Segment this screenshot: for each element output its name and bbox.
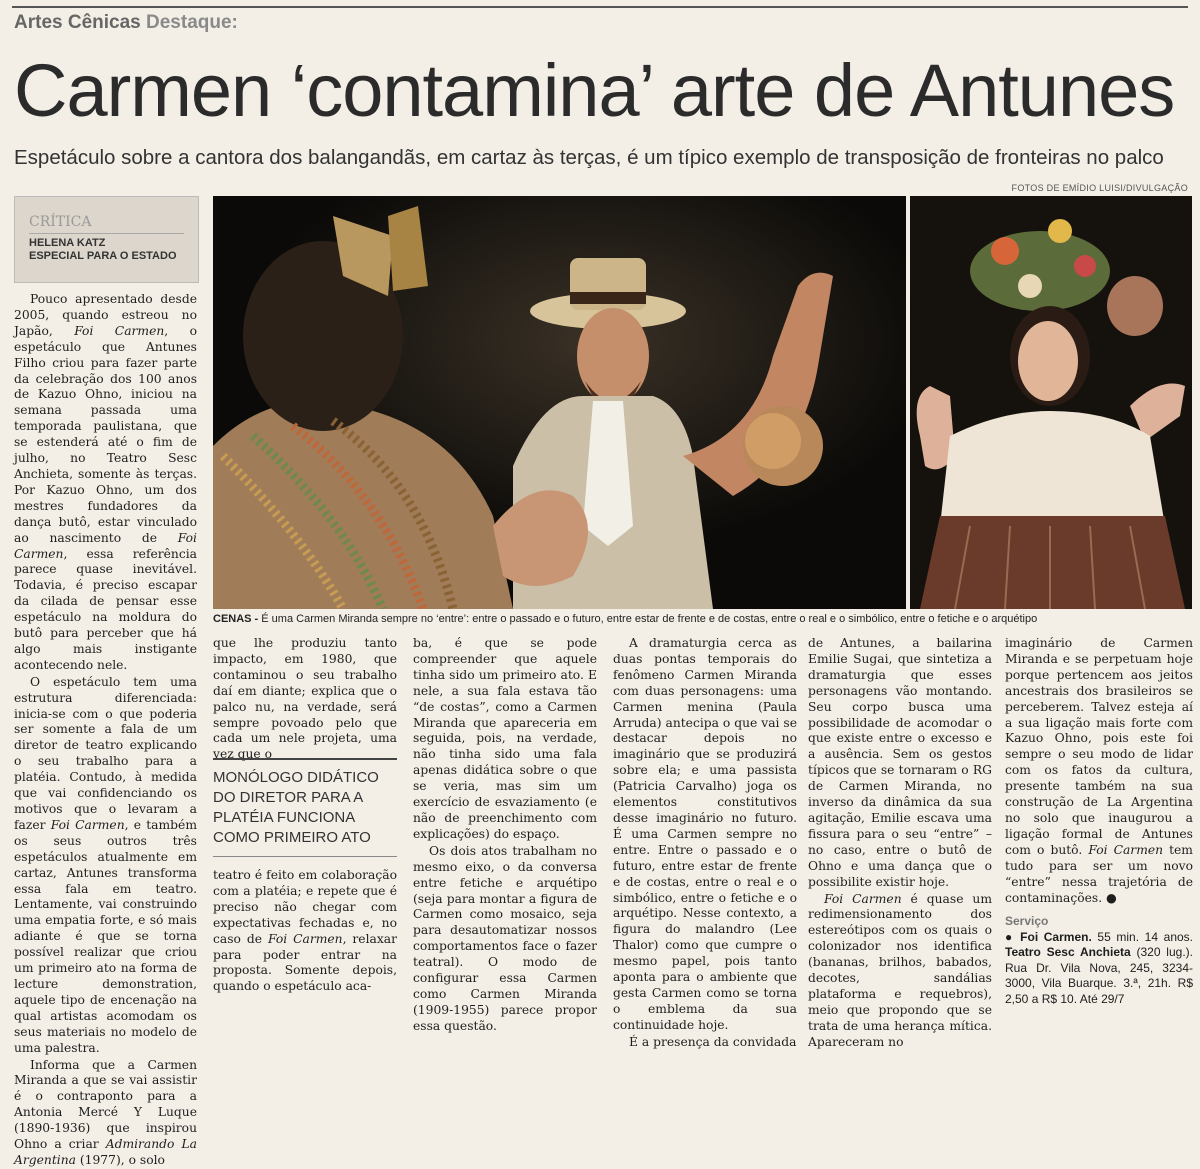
play-title: Foi Carmen xyxy=(824,891,902,906)
paragraph xyxy=(213,868,397,995)
play-title: Foi Carmen xyxy=(74,323,165,338)
article-column-4 xyxy=(613,636,797,1051)
critic-divider xyxy=(29,233,184,234)
text-run: , e também os seus outros três espetáculos atualmente em cartaz, Antunes transforma essa fala em teatro. Lentamente, vai construindo uma empatia forte, e só mais adiante é que se torna possível realizar que criou um primeiro ato na forma de lecture demonstration, aquele tipo de encenação na qual artistas acomodam os seus materiais no modelo de uma palestra. xyxy=(14,817,197,1055)
service-box xyxy=(1005,914,1193,1007)
critic-label: crítica xyxy=(29,207,92,231)
caption-lead: CENAS - xyxy=(213,613,259,625)
text-run: O espetáculo tem uma estrutura diferenciada: inicia-se com o que poderia ser somente a fala de um diretor de teatro explicando o seu trabalho para a platéia. Contudo, à medida que vai confidenciando os motivos que o levaram a fazer xyxy=(14,674,197,832)
critic-role: ESPECIAL PARA O ESTADO xyxy=(29,250,177,262)
article-column-3 xyxy=(413,636,597,1035)
paragraph: que lhe produziu tanto impacto, em 1980, que contaminou o seu trabalho daí em diante; explica que o palco nu, na verdade, será sempre povoado pelo que cada um nele projeta, uma vez que o xyxy=(213,636,397,762)
paragraph xyxy=(808,892,992,1051)
service-label: Serviço xyxy=(1005,914,1049,929)
section-highlight: Destaque: xyxy=(146,12,238,33)
photo-credit: FOTOS DE EMÍDIO LUISI/DIVULGAÇÃO xyxy=(1011,183,1188,193)
service-details xyxy=(1005,930,1193,1008)
play-title: Foi Carmen xyxy=(267,931,343,946)
text-run: , relaxar para poder entrar na proposta. Somente depois, quando o espetáculo aca- xyxy=(213,931,397,994)
text-run: Informa que a Carmen Miranda a que se vai assistir é o contraponto para a Antonia Mercé Y Luque (1890-1936) que inspirou Ohno a criar xyxy=(14,1057,197,1152)
play-title: Foi Carmen xyxy=(14,530,197,561)
article-column-1 xyxy=(14,292,197,1169)
text-run: , essa referência parece quase inevitável. Todavia, é preciso escapar da cilada de pensar esse espetáculo na moldura do butô para perceber que há algo mais instigante acontecendo nele. xyxy=(14,546,197,672)
subheadline: Espetáculo sobre a cantora dos balangandãs, em cartaz às terças, é um típico exemplo de transposição de fronteiras no palco xyxy=(14,146,1164,169)
article-column-5 xyxy=(808,636,992,1051)
stage-photo-main xyxy=(213,196,906,609)
article-column-6 xyxy=(1005,636,1193,1007)
critic-byline xyxy=(29,237,177,263)
play-title: Admirando La Argentina xyxy=(14,1137,197,1167)
caption-text: É uma Carmen Miranda sempre no ‘entre’: entre o passado e o futuro, entre estar de frente e de costas, entre o real e o simbólico, entre o fetiche e o arquétipo xyxy=(258,613,1038,625)
text-run: teatro é feito em colaboração com a platéia; e repete que é preciso não chegar com expectativas fechadas e, no caso de xyxy=(213,868,397,946)
text-run: 55 min. 14 anos. xyxy=(1091,929,1193,944)
text-run: tem tudo para ser um novo “entre” nessa trajetória de contaminações. ● xyxy=(1005,842,1193,905)
section-name: Artes Cênicas xyxy=(14,12,141,33)
paragraph xyxy=(14,1058,197,1169)
play-title: Foi Carmen xyxy=(1088,842,1164,857)
text-run: é quase um redimensionamento dos estereótipos com os quais o colonizador nos identifica (bananas, brilhos, babados, decotes, sandálias plataforma e requebros), meio que propondo que se trata de uma herança mítica. Apareceram no xyxy=(808,891,992,1049)
photo-caption xyxy=(213,613,1193,625)
stage-photo-side xyxy=(910,196,1192,609)
paragraph: Os dois atos trabalham no mesmo eixo, o da conversa entre fetiche e arquétipo (seja para montar a figura de Carmen como mosaico, seja para desautomatizar nossos comportamentos face o fazer teatral). O modo de configurar essa Carmen como Carmen Miranda (1909-1955) parece propor essa questão. xyxy=(413,843,597,1033)
paragraph xyxy=(14,292,197,674)
text-run: (1977), o solo xyxy=(75,1152,165,1167)
critic-author: HELENA KATZ xyxy=(29,237,106,249)
text-run: , o espetáculo que Antunes Filho criou para fazer parte da celebração dos 100 anos de Kazuo Ohno, iniciou na semana passada uma temporada paulistana, que se estenderá até o fim de julho, no Teatro Sesc Anchieta, somente às terças. Por Kazuo Ohno, um dos mestres fundadores da dança butô, estar vinculado ao nascimento de xyxy=(14,323,197,545)
headline: Carmen ‘contamina’ arte de Antunes xyxy=(14,49,1175,132)
text-run: (320 lug.). Rua Dr. Vila Nova, 245, 3234-3000, Vila Buarque. 3.ª, 21h. R$ 2,50 a R$ 10. Até 29/7 xyxy=(1005,945,1193,1006)
paragraph: A dramaturgia cerca as duas pontas temporais do fenômeno Carmen Miranda com duas personagens: uma Carmen menina (Paula Arruda) antecipa o que vai se destacar depois no imaginário que se produzirá sobre ela; e uma passista (Patricia Carvalho) joga os elementos constitutivos desse imaginário no futuro. É uma Carmen sempre no entre. Entre o passado e o futuro, entre estar de frente e de costas, entre o real e o simbólico, entre o fetiche e o arquétipo. Nesse contexto, a figura do malandro (Lee Thalor) como que cumpre o mesmo papel, pois tanto aponta para o ambiente que gesta Carmen como se torna o emblema da sua continuidade hoje. xyxy=(613,636,797,1032)
pull-quote: MONÓLOGO DIDÁTICO DO DIRETOR PARA A PLATÉIA FUNCIONA COMO PRIMEIRO ATO xyxy=(213,758,397,857)
article-column-2-bottom xyxy=(213,868,397,995)
service-venue: Teatro Sesc Anchieta xyxy=(1005,945,1131,960)
critic-box xyxy=(14,196,199,283)
paragraph: É a presença da convidada xyxy=(629,1034,797,1049)
text-run: Pouco apresentado desde 2005, quando estreou no Japão, xyxy=(14,292,197,338)
paragraph xyxy=(14,675,197,1057)
paragraph: de Antunes, a bailarina Emilie Sugai, que sintetiza a dramaturgia que esses personagens vão montando. Seu corpo busca uma possibilidade de acomodar o que existe entre o excesso e a ausência. Sem os gestos típicos que se tornaram o RG de Carmen Miranda, no inverso da dinâmica da sua agitação, Emilie escava uma fissura para o seu “entre” – no caso, entre o butô de Ohno e uma dança que o possibilite existir hoje. xyxy=(808,636,992,889)
text-run: imaginário de Carmen Miranda e se perpetuam hoje porque pertencem aos jeitos ancestrais dos brasileiros se perceberem. Talvez esteja aí a sua ligação mais forte com Kazuo Ohno, pois este foi sempre o seu modo de lidar com os fatos da cultura, presente também na sua construção de La Argentina no solo que inaugurou a ligação formal de Antunes com o butô. xyxy=(1005,636,1193,857)
play-title: Foi Carmen xyxy=(50,817,125,832)
article-column-2 xyxy=(213,636,397,763)
section-kicker xyxy=(14,12,238,34)
paragraph: ba, é que se pode compreender que aquele tinha sido um primeiro ato. E nele, a sua fala estava tão “de costas”, como a Carmen Miranda que apareceria em seguida, pois, na verdade, não tinha sido uma fala apenas didática sobre o que se veria, mas sim um exercício de esvaziamento (e não de preenchimento com explicações) do espaço. xyxy=(413,636,597,841)
top-rule xyxy=(12,6,1188,8)
service-title: ● Foi Carmen. xyxy=(1005,929,1092,944)
paragraph xyxy=(1005,636,1193,906)
